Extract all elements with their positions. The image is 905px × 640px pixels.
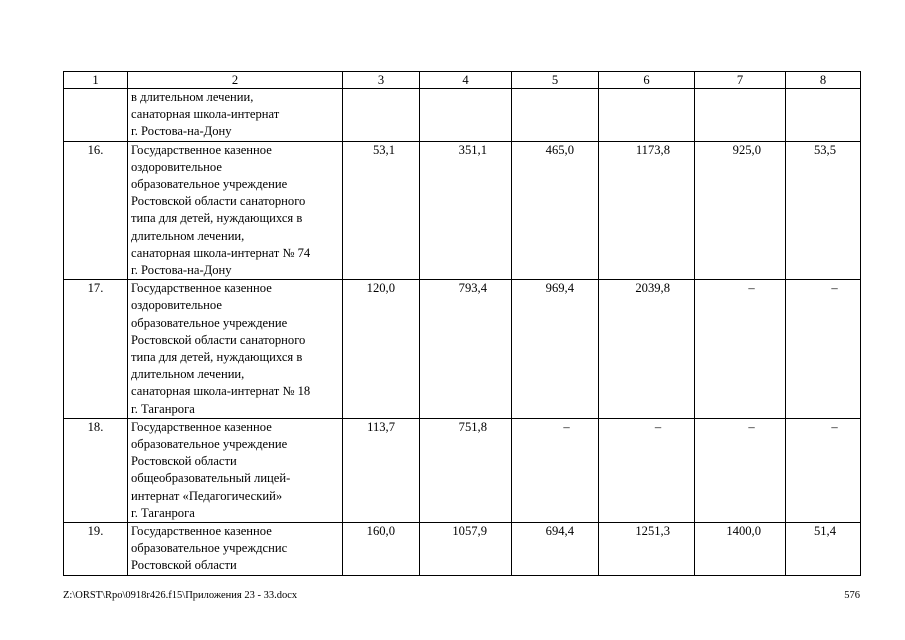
value-cell: 694,4 [512,523,599,576]
table-row [64,89,861,142]
institution-name-line: оздоровительное [131,298,222,313]
institution-name-cell [128,418,343,522]
institution-name-line: образовательное учреждение [131,315,288,330]
value-cell: 51,4 [786,523,861,576]
institution-name-line: типа для детей, нуждающихся в [131,211,303,226]
value-cell: 113,7 [343,418,420,522]
column-number-cell: 8 [786,72,861,89]
row-number-cell: 17. [64,280,128,419]
value-cell: 751,8 [420,418,512,522]
institution-name-line: г. Таганрога [131,505,195,520]
table-row [64,523,861,576]
value-cell: – [695,280,786,419]
row-number-cell: 16. [64,141,128,280]
institution-name-line: Ростовской области [131,558,237,573]
value-cell [695,89,786,142]
value-cell: 465,0 [512,141,599,280]
institution-name-line: санаторная школа-интернат № 18 [131,384,311,399]
institution-name-line: в длительном лечении, [131,90,254,104]
value-cell: 53,5 [786,141,861,280]
institution-name-line: общеобразовательный лицей- [131,471,291,486]
institution-name-line: Ростовской области санаторного [131,332,306,347]
value-cell: – [512,418,599,522]
value-cell: 120,0 [343,280,420,419]
value-cell: – [599,418,695,522]
column-number-cell: 6 [599,72,695,89]
value-cell: – [786,418,861,522]
institution-name-line: санаторная школа-интернат [131,107,280,122]
table-row [64,141,861,280]
value-cell: 969,4 [512,280,599,419]
column-number-cell: 2 [128,72,343,89]
institution-name-line: Государственное казенное [131,524,272,539]
value-cell: 351,1 [420,141,512,280]
value-cell [599,89,695,142]
value-cell: 53,1 [343,141,420,280]
row-number-cell: 18. [64,418,128,522]
institution-name-line: Государственное казенное [131,281,272,296]
value-cell: 2039,8 [599,280,695,419]
value-cell: 1173,8 [599,141,695,280]
data-table [63,71,861,576]
value-cell: 793,4 [420,280,512,419]
value-cell [420,89,512,142]
value-cell: 1251,3 [599,523,695,576]
institution-name-line: санаторная школа-интернат № 74 [131,245,311,260]
institution-name-line: Государственное казенное [131,419,272,434]
table-row [64,280,861,419]
institution-name-line: Государственное казенное [131,142,272,157]
row-number-cell [64,89,128,142]
value-cell: 1400,0 [695,523,786,576]
column-number-row [64,72,861,89]
table-row [64,418,861,522]
column-number-cell: 5 [512,72,599,89]
institution-name-cell [128,89,343,142]
row-number-cell: 19. [64,523,128,576]
institution-name-line: Ростовской области [131,454,237,469]
value-cell [786,89,861,142]
value-cell: 925,0 [695,141,786,280]
institution-name-line: Ростовской области санаторного [131,194,306,209]
value-cell [512,89,599,142]
institution-name-line: образовательное учреждснис [131,541,288,556]
value-cell: – [695,418,786,522]
value-cell [343,89,420,142]
column-number-cell: 4 [420,72,512,89]
value-cell: – [786,280,861,419]
footer-file-path: Z:\ORST\Rpo\0918r426.f15\Приложения 23 - 33.docx [63,590,298,601]
institution-name-line: г. Таганрога [131,401,195,416]
value-cell: 1057,9 [420,523,512,576]
institution-name-line: длительном лечении, [131,228,245,243]
column-number-cell: 3 [343,72,420,89]
value-cell: 160,0 [343,523,420,576]
institution-name-cell [128,523,343,576]
institution-name-line: оздоровительное [131,159,222,174]
institution-name-line: типа для детей, нуждающихся в [131,350,303,365]
column-number-cell: 7 [695,72,786,89]
institution-name-line: образовательное учреждение [131,177,288,192]
institution-name-line: образовательное учреждение [131,437,288,452]
column-number-cell: 1 [64,72,128,89]
footer-page-number: 576 [844,590,860,601]
institution-name-line: г. Ростова-на-Дону [131,124,232,139]
institution-name-line: длительном лечении, [131,367,245,382]
institution-name-line: интернат «Педагогический» [131,488,283,503]
table-body [64,72,861,576]
institution-name-cell [128,141,343,280]
institution-name-line: г. Ростова-на-Дону [131,263,232,278]
institution-name-cell [128,280,343,419]
